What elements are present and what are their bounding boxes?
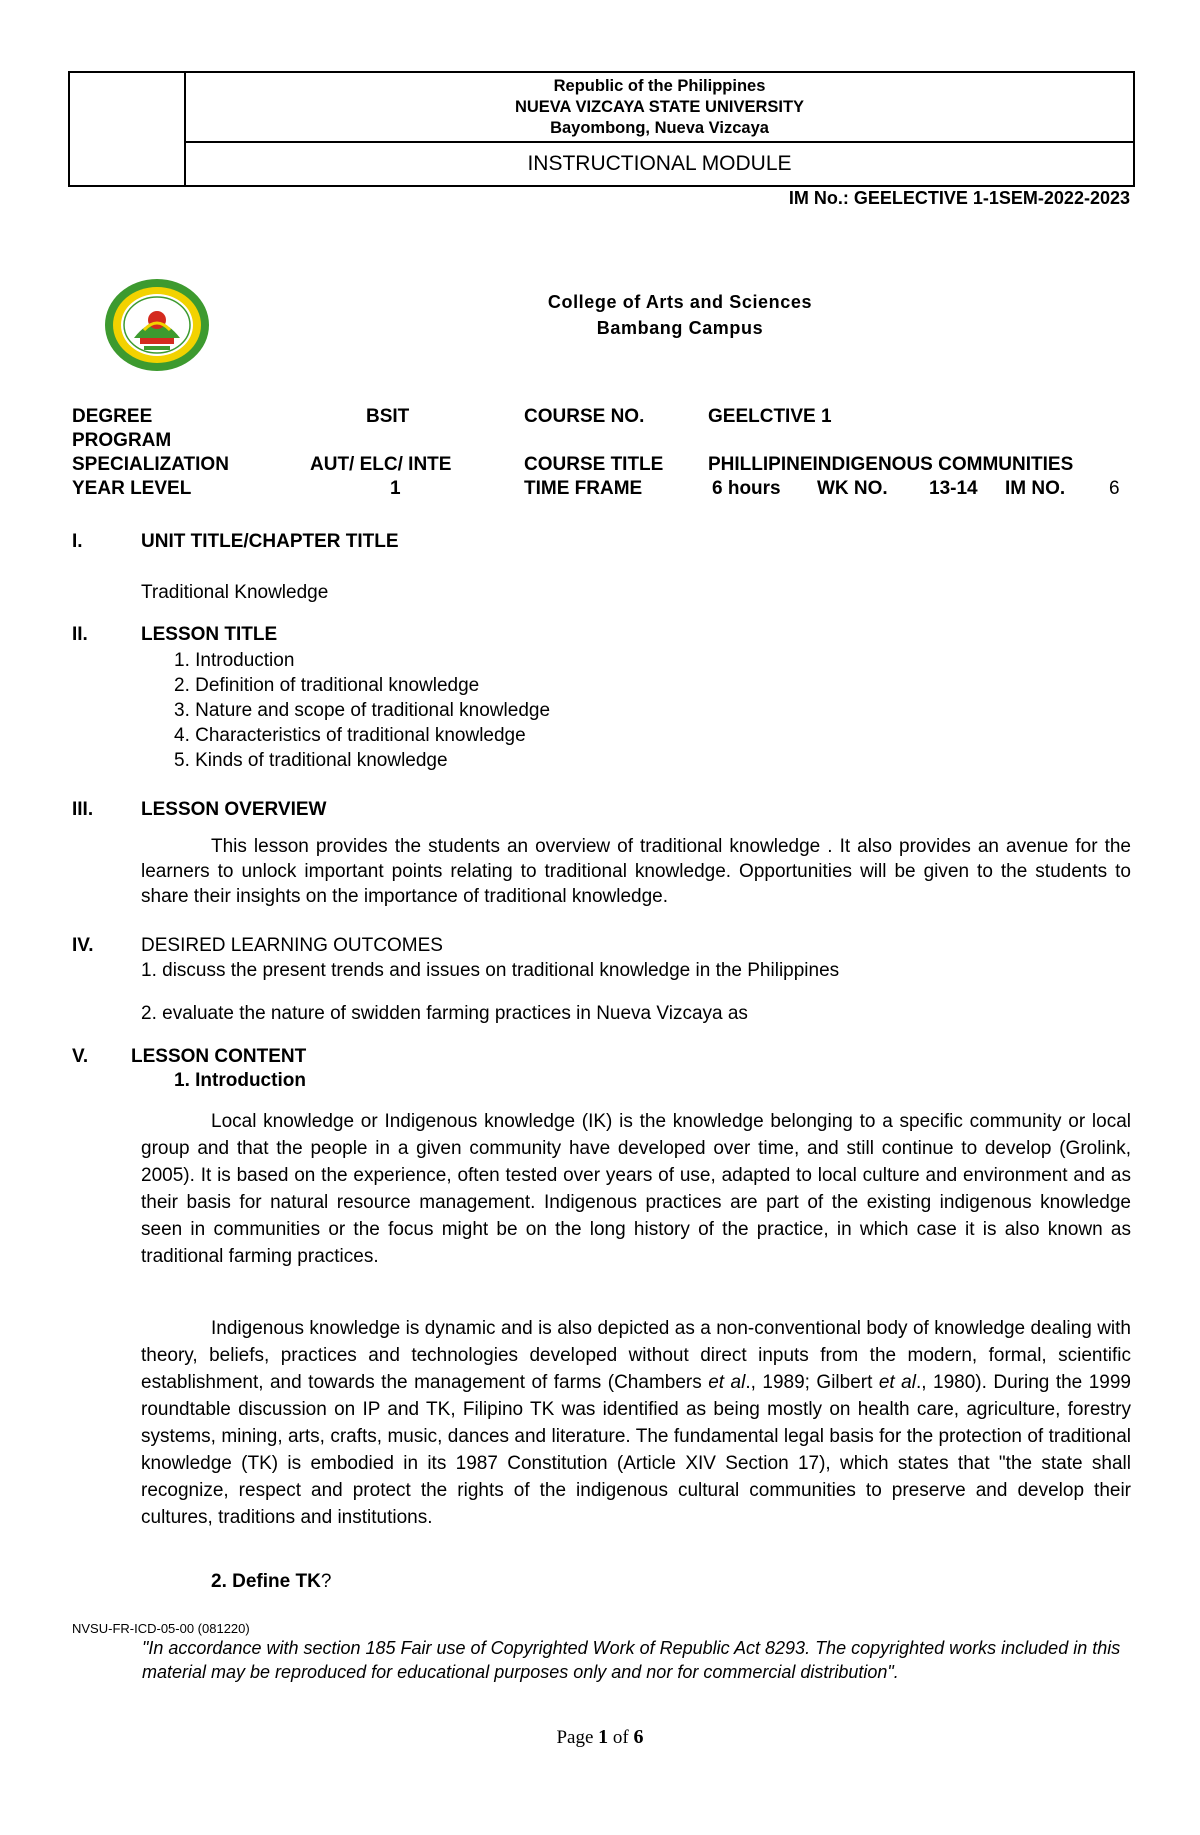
- college-seal-logo: [104, 278, 210, 372]
- time-row-values: [708, 477, 1120, 501]
- course-title-label: COURSE TITLE: [524, 454, 664, 475]
- section-1-number: I.: [72, 531, 83, 552]
- lesson-overview-text: This lesson provides the students an overview of traditional knowledge . It also provides an avenue for the learners to unlock important points relating to traditional knowledge. Opportunities will be given to the students to share their insights on the importance of traditional knowledge.: [141, 836, 1131, 907]
- section-5-number: V.: [72, 1046, 89, 1067]
- degree-value: BSIT: [366, 406, 410, 427]
- section-5-title: LESSON CONTENT: [131, 1046, 307, 1067]
- spec-value: AUT/ ELC/ INTE: [310, 454, 452, 475]
- lesson-item: 2. Definition of traditional knowledge: [174, 675, 480, 696]
- copyright-note: "In accordance with section 185 Fair use of Copyrighted Work of Republic Act 8293. The copyrighted works included in this material may be reproduced for educational purposes only and nor for commercial distribution".: [142, 1638, 1121, 1682]
- year-label: YEAR LEVEL: [72, 478, 192, 499]
- section-1-title: UNIT TITLE/CHAPTER TITLE: [141, 531, 399, 552]
- document-header: [68, 71, 1135, 187]
- spec-label: SPECIALIZATION: [72, 454, 229, 475]
- lesson-title-list: [174, 648, 550, 773]
- header-module-title: INSTRUCTIONAL MODULE: [527, 152, 792, 175]
- section-3-number: III.: [72, 799, 94, 820]
- course-title-value: PHILLIPINEINDIGENOUS COMMUNITIES: [708, 454, 1074, 475]
- introduction-paragraph-1: Local knowledge or Indigenous knowledge (IK) is the knowledge belonging to a specific community or local group and that the people in a given community have developed over time, and still continue to develop (Grolink, 2005). It is based on the experience, often tested over years of use, adapted to local culture and environment and as their basis for natural resource management. Indigenous practices are part of the existing indigenous knowledge seen in communities or the focus might be on the long history of the practice, in which case it is also known as traditional farming practices.: [141, 1111, 1131, 1267]
- section-1-text: Traditional Knowledge: [141, 582, 329, 603]
- header-location: Bayombong, Nueva Vizcaya: [550, 119, 769, 137]
- year-value: 1: [390, 478, 401, 499]
- im-label: IM NO.: [1005, 478, 1066, 499]
- section-3-title: LESSON OVERVIEW: [141, 799, 327, 820]
- subsection-define-tk: 2. Define TK?: [211, 1571, 332, 1592]
- section-2-title: LESSON TITLE: [141, 624, 278, 645]
- lesson-item: 3. Nature and scope of traditional knowledge: [174, 700, 551, 721]
- section-4-number: IV.: [72, 935, 94, 956]
- course-info-table: [72, 405, 1120, 501]
- outcome-item-1: 1. discuss the present trends and issues on traditional knowledge in the Philippines: [141, 960, 840, 981]
- form-code: NVSU-FR-ICD-05-00 (081220): [72, 1621, 250, 1636]
- introduction-paragraph-2: Indigenous knowledge is dynamic and is also depicted as a non-conventional body of knowledge dealing with theory, beliefs, practices and technologies developed without direct inputs from the modern, formal, scientific establishment, and towards the management of farms (Chambers et al., 1989; Gilbert et al., 1980). During the 1999 roundtable discussion on IP and TK, Filipino TK was identified as being mostly on health care, agriculture, forestry systems, mining, arts, crafts, music, dances and literature. The fundamental legal basis for the protection of traditional knowledge (TK) is embodied in its 1987 Constitution (Article XIV Section 17), which states that "the state shall recognize, respect and protect the rights of the indigenous cultural communities to preserve and develop their cultures, traditions and institutions.: [141, 1318, 1131, 1528]
- section-4-title: DESIRED LEARNING OUTCOMES: [141, 935, 443, 956]
- header-republic: Republic of the Philippines: [553, 77, 766, 95]
- im-value: 6: [1109, 478, 1120, 499]
- im-number: IM No.: GEELECTIVE 1-1SEM-2022-2023: [788, 188, 1130, 208]
- header-institution: [186, 73, 1133, 143]
- header-university: NUEVA VIZCAYA STATE UNIVERSITY: [514, 98, 805, 116]
- header-logo-cell: [70, 73, 186, 185]
- wk-value: 13-14: [929, 478, 978, 499]
- college-name: College of Arts and Sciences: [547, 292, 813, 312]
- course-no-value: GEELCTIVE 1: [708, 406, 832, 427]
- course-no-label: COURSE NO.: [524, 406, 645, 427]
- college-campus: Bambang Campus: [596, 318, 764, 338]
- wk-label: WK NO.: [817, 478, 888, 499]
- lesson-item: 1. Introduction: [174, 650, 295, 671]
- section-2-number: II.: [72, 624, 88, 645]
- lesson-item: 4. Characteristics of traditional knowledge: [174, 725, 526, 746]
- outcome-item-2: 2. evaluate the nature of swidden farming practices in Nueva Vizcaya as: [141, 1003, 748, 1024]
- lesson-item: 5. Kinds of traditional knowledge: [174, 750, 448, 771]
- subsection-introduction: 1. Introduction: [174, 1070, 306, 1091]
- time-value: 6 hours: [712, 478, 781, 499]
- time-label: TIME FRAME: [524, 478, 643, 499]
- degree-label: DEGREE PROGRAM: [72, 406, 172, 451]
- page-number: Page 1 of 6: [556, 1726, 644, 1748]
